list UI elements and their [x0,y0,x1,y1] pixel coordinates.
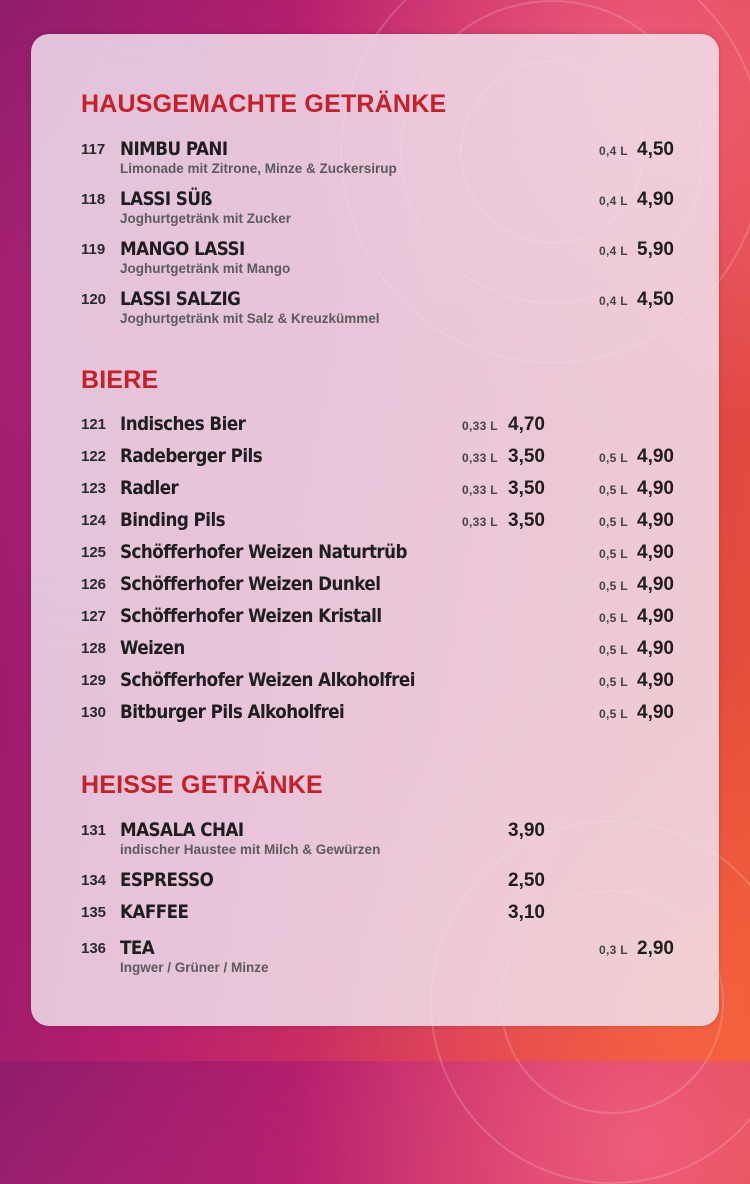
item-size: 0,4 L [599,294,628,308]
item-size-large: 0,5 L [599,515,628,529]
item-number: 134 [81,872,107,889]
item-price-large: 4,90 [637,510,674,531]
item-size: 0,3 L [599,943,628,957]
item-price-large: 4,90 [637,702,674,723]
item-price-large: 4,90 [637,478,674,499]
item-price-large: 4,90 [637,606,674,627]
item-number: 136 [81,940,107,957]
item-name: LASSI SALZIG [120,288,241,310]
item-price: 3,90 [508,820,545,841]
item-name: Schöfferhofer Weizen Kristall [120,605,382,627]
item-size: 0,4 L [599,194,628,208]
item-description: Limonade mit Zitrone, Minze & Zuckersirup [120,161,397,176]
item-size-small: 0,33 L [462,419,498,433]
item-number: 127 [81,608,107,625]
item-number: 135 [81,904,107,921]
item-size-small: 0,33 L [462,451,498,465]
item-price-large: 4,90 [637,670,674,691]
item-name: Schöfferhofer Weizen Alkoholfrei [120,669,415,691]
item-name: Binding Pils [120,509,226,531]
item-number: 128 [81,640,107,657]
item-number: 131 [81,822,107,839]
section-title-beer: BIERE [81,366,159,394]
item-name: Radler [120,477,179,499]
item-price: 4,50 [637,289,674,310]
item-price: 5,90 [637,239,674,260]
item-size-large: 0,5 L [599,579,628,593]
menu-item [31,138,719,181]
item-price-large: 4,90 [637,446,674,467]
item-size: 0,4 L [599,244,628,258]
item-description: Joghurtgetränk mit Mango [120,261,291,276]
item-name: Schöfferhofer Weizen Dunkel [120,573,381,595]
item-price: 4,50 [637,139,674,160]
item-description: Ingwer / Grüner / Minze [120,960,269,975]
item-price-small: 4,70 [508,414,545,435]
item-price-small: 3,50 [508,510,545,531]
item-number: 122 [81,448,107,465]
item-name: MASALA CHAI [120,819,244,841]
item-price-large: 4,90 [637,638,674,659]
item-name: MANGO LASSI [120,238,245,260]
item-price-large: 4,90 [637,574,674,595]
item-name: LASSI SÜß [120,188,212,210]
item-name: Weizen [120,637,185,659]
menu-card [31,34,719,1026]
item-description: Joghurtgetränk mit Zucker [120,211,292,226]
menu-item [31,238,719,281]
item-number: 129 [81,672,107,689]
section-title-homemade: HAUSGEMACHTE GETRÄNKE [81,90,447,118]
item-size-large: 0,5 L [599,707,628,721]
item-name: Radeberger Pils [120,445,263,467]
item-price-large: 4,90 [637,542,674,563]
menu-item [31,188,719,231]
menu-item [31,701,719,744]
item-number: 119 [81,241,106,258]
item-number: 130 [81,704,107,721]
menu-item [31,288,719,331]
item-price: 3,10 [508,902,545,923]
item-number: 120 [81,291,107,308]
item-number: 126 [81,576,107,593]
item-description: Joghurtgetränk mit Salz & Kreuzkümmel [120,311,380,326]
item-name: ESPRESSO [120,869,214,891]
item-name: NIMBU PANI [120,138,228,160]
item-price-small: 3,50 [508,478,545,499]
item-price-small: 3,50 [508,446,545,467]
menu-item [31,937,719,980]
menu-item [31,819,719,862]
item-number: 125 [81,544,107,561]
item-size-large: 0,5 L [599,483,628,497]
item-price: 2,90 [637,938,674,959]
item-name: Indisches Bier [120,413,246,435]
item-number: 117 [81,141,106,158]
item-name: TEA [120,937,155,959]
item-size-large: 0,5 L [599,547,628,561]
item-size-small: 0,33 L [462,483,498,497]
item-size-large: 0,5 L [599,675,628,689]
item-name: Bitburger Pils Alkoholfrei [120,701,345,723]
item-size-large: 0,5 L [599,451,628,465]
item-price: 4,90 [637,189,674,210]
item-number: 124 [81,512,107,529]
item-price: 2,50 [508,870,545,891]
item-name: Schöfferhofer Weizen Naturtrüb [120,541,407,563]
item-number: 118 [81,191,106,208]
item-size-large: 0,5 L [599,611,628,625]
item-size-large: 0,5 L [599,643,628,657]
item-size-small: 0,33 L [462,515,498,529]
item-description: indischer Haustee mit Milch & Gewürzen [120,842,381,857]
section-title-hot-drinks: HEISSE GETRÄNKE [81,771,323,799]
item-number: 121 [81,416,107,433]
item-size: 0,4 L [599,144,628,158]
item-name: KAFFEE [120,901,189,923]
item-number: 123 [81,480,107,497]
